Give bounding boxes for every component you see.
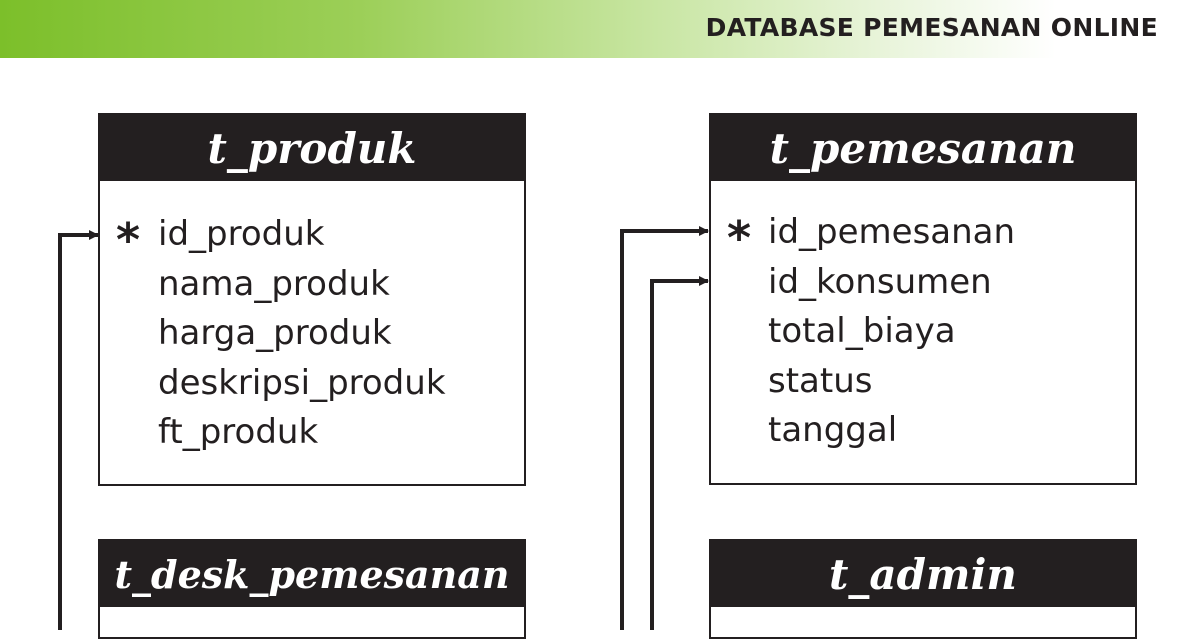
field-status: status <box>768 361 873 401</box>
connector-konsumen-id <box>652 281 708 630</box>
field-id-konsumen: id_konsumen <box>768 262 992 302</box>
primary-key-marker: * <box>727 211 752 265</box>
field-tanggal: tanggal <box>768 410 898 450</box>
field-id-produk: id_produk <box>158 214 325 254</box>
table-pemesanan-title: t_pemesanan <box>711 115 1135 181</box>
field-ft-produk: ft_produk <box>158 412 319 452</box>
field-total-biaya: total_biaya <box>768 311 956 351</box>
table-admin-title: t_admin <box>711 541 1135 607</box>
table-desk-pemesanan <box>98 539 526 639</box>
primary-key-marker: * <box>116 213 141 267</box>
field-harga-produk: harga_produk <box>158 313 392 353</box>
field-nama-produk: nama_produk <box>158 264 390 304</box>
table-produk <box>98 113 526 486</box>
field-deskripsi-produk: deskripsi_produk <box>158 363 446 403</box>
field-id-pemesanan: id_pemesanan <box>768 212 1016 252</box>
connector-pemesanan-id <box>622 231 708 630</box>
connector-produk-id <box>60 235 98 630</box>
table-admin <box>709 539 1137 639</box>
page-title: DATABASE PEMESANAN ONLINE <box>705 13 1158 42</box>
table-desk-pemesanan-title: t_desk_pemesanan <box>100 541 524 607</box>
table-produk-title: t_produk <box>100 115 524 181</box>
table-pemesanan <box>709 113 1137 485</box>
